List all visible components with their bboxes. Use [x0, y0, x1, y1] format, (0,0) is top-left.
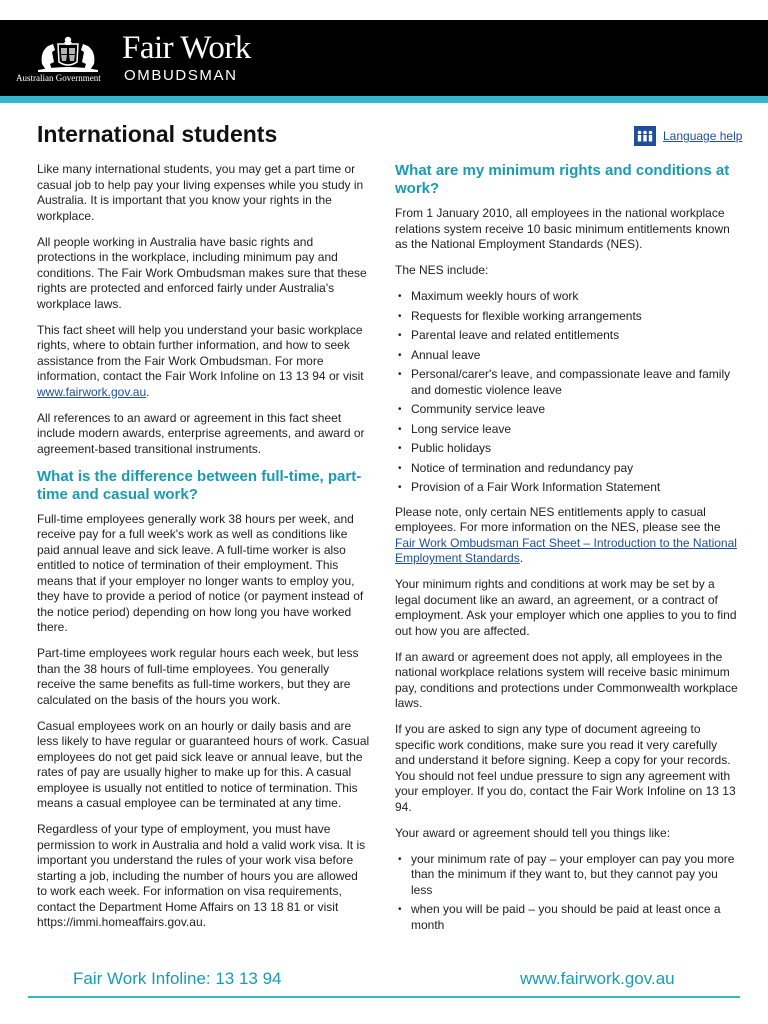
list-item: • when you will be paid – you should be paid at least once a month — [395, 902, 740, 933]
list-item: • Long service leave — [395, 422, 740, 438]
coat-of-arms-icon — [28, 34, 108, 74]
language-help-link[interactable] — [634, 126, 742, 146]
list-item: • Requests for flexible working arrangements — [395, 309, 740, 325]
minimum-rights-paragraph: Your minimum rights and conditions at work may be set by a legal document like an award, an agreement, or a contract of employment. Ask your employer which one applies to you to find out how you are affected. — [395, 577, 737, 638]
list-item: • Annual leave — [395, 348, 740, 364]
footer-website-link[interactable]: www.fairwork.gov.au — [520, 969, 675, 988]
fairwork-website-link[interactable]: www.fairwork.gov.au — [37, 384, 147, 399]
list-item: • Notice of termination and redundancy pay — [395, 461, 740, 477]
visa-paragraph: Regardless of your type of employment, you must have permission to work in Australia and hold a valid work visa. It is important you understand the rules of your work visa before starting a job, including the number of hours you are allowed to work each week. For information on visa requirements, contact the Department Home Affairs on 13 18 81 or visit https://immi.homeaffairs.gov.au. — [37, 822, 366, 929]
references-paragraph: All references to an award or agreement in this fact sheet include modern awards, enterprise agreements, and award or agreement-based transitional instruments. — [37, 410, 365, 456]
casual-paragraph: Casual employees work on an hourly or daily basis and are less likely to have regular or guaranteed hours of work. Casual employees do not get paid sick leave or annual leave, but the rates of pay are usually higher to make up for this. A casual employee is usually not entitled to notice of termination. This means a casual employee can be terminated at any time. — [37, 718, 370, 810]
part-time-paragraph: Part-time employees work regular hours each week, but less than the 38 hours of full-time employees. You generally receive the same benefits as full-time workers, but they are calculated on the basis of the hours you work. — [37, 646, 359, 707]
list-item: • Public holidays — [395, 441, 740, 457]
list-item: • Parental leave and related entitlements — [395, 328, 740, 344]
brand-subtitle: OMBUDSMAN — [124, 67, 238, 84]
nes-include-label: The NES include: — [395, 263, 489, 277]
right-column — [395, 162, 740, 942]
header-bar — [0, 20, 768, 96]
left-column — [37, 162, 370, 941]
people-icon — [634, 126, 656, 146]
australian-government-label: Australian Government — [16, 73, 101, 83]
list-item: • Personal/carer's leave, and compassionate leave and family and domestic violence leave — [395, 367, 740, 398]
page-title: International students — [37, 121, 278, 147]
full-time-paragraph: Full-time employees generally work 38 hours per week, and receive pay for a full week's work as well as conditions like paid annual leave and sick leave. A full-time worker is also entitled to notice of termination of their employment. This means that if your employer no longer wants to employ you, they have to provide a period of notice (or payment instead of the notice period) depending on how long you have worked there. — [37, 511, 364, 634]
language-help-label[interactable]: Language help — [663, 129, 743, 143]
sign-document-paragraph: If you are asked to sign any type of document agreeing to specific work conditions, make sure you read it very carefully and understand it before signing. Keep a copy for your records. You should not feel undue pressure to sign any agreement with your employer. If you do, contact the Fair Work Infoline on 13 13 94. — [395, 722, 736, 814]
award-list — [395, 852, 740, 934]
list-item: • Community service leave — [395, 402, 740, 418]
list-item: • Maximum weekly hours of work — [395, 289, 740, 305]
brand-title: Fair Work — [122, 30, 251, 66]
footer-rule — [28, 996, 740, 998]
minimum-rights-heading: What are my minimum rights and conditions at work? — [395, 162, 730, 197]
award-tells-paragraph: Your award or agreement should tell you things like: — [395, 825, 671, 840]
footer-infoline: Fair Work Infoline: 13 13 94 — [73, 969, 282, 988]
nes-fact-sheet-link[interactable]: Fair Work Ombudsman Fact Sheet – Introduction to the National Employment Standards — [395, 535, 737, 565]
rights-paragraph: All people working in Australia have basic rights and protections in the workplace, including minimum pay and conditions. The Fair Work Ombudsman makes sure that these rights are protected and enforced fairly under Australia's workplace laws. — [37, 234, 367, 311]
no-award-paragraph: If an award or agreement does not apply, all employees in the national workplace relations system will receive basic minimum pay, conditions and protections under Commonwealth workplace laws. — [395, 649, 738, 710]
fact-sheet-paragraph: This fact sheet will help you understand your basic workplace rights, where to obtain further information, and how to seek assistance from the Fair Work Ombudsman. For more information, contact the Fair Work Infoline on 13 13 94 or visit www.fairwork.gov.au. — [37, 322, 364, 399]
nes-intro-paragraph: From 1 January 2010, all employees in the national workplace relations system receive 10 basic minimum entitlements known as the National Employment Standards (NES). — [395, 206, 730, 251]
list-item: • your minimum rate of pay – your employer can pay you more than the minimum if they want to, but they cannot pay you less — [395, 852, 740, 899]
casual-note-paragraph: Please note, only certain NES entitlements apply to casual employees. For more information on the NES, please see the Fair Work Ombudsman Fact Sheet – Introduction to the National Employment Standards. — [395, 504, 737, 565]
list-item: • Provision of a Fair Work Information Statement — [395, 480, 740, 496]
nes-list — [395, 289, 740, 496]
employment-types-heading: What is the difference between full-time, part-time and casual work? — [37, 467, 362, 503]
intro-paragraph: Like many international students, you may get a part time or casual job to help pay your living expenses while you study in Australia. It is important that you know your rights in the workplace. — [37, 162, 364, 223]
header-accent-rule — [0, 96, 768, 103]
